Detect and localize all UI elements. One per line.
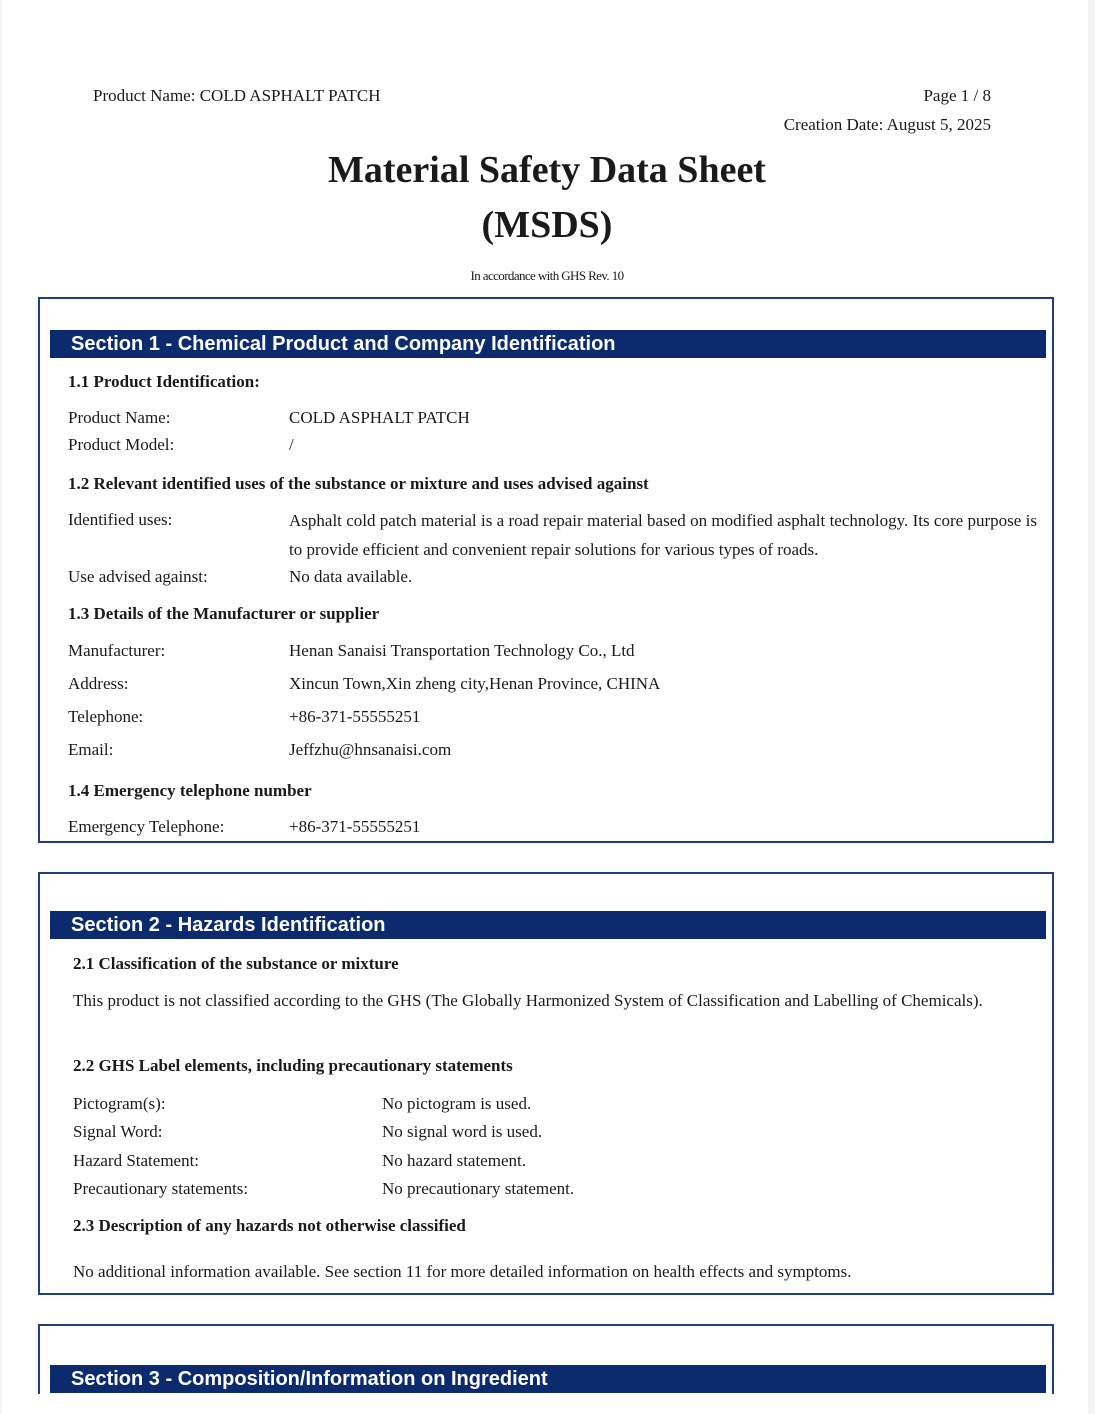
- page-number: Page 1 / 8: [923, 86, 991, 105]
- signal-word-label: Signal Word:: [73, 1122, 163, 1141]
- subsection-1-3-heading: 1.3 Details of the Manufacturer or supplier: [68, 604, 380, 623]
- classification-paragraph: This product is not classified according to the GHS (The Globally Harmonized System of Classification and Labelling of Chemicals).: [73, 991, 983, 1010]
- identified-uses-label: Identified uses:: [68, 510, 173, 529]
- email-label: Email:: [68, 740, 114, 759]
- subsection-1-4-heading: 1.4 Emergency telephone number: [68, 781, 312, 800]
- section-2-box: [38, 872, 1054, 1295]
- identified-uses-value: Asphalt cold patch material is a road repair material based on modified asphalt technology. Its core purpose is to provide efficient and convenient repair solutions for various types of roads.: [289, 511, 1037, 559]
- section-3-box: [38, 1324, 1054, 1394]
- product-name-value: COLD ASPHALT PATCH: [289, 408, 470, 427]
- creation-date: Creation Date: August 5, 2025: [783, 115, 991, 134]
- precautionary-statements-value: No precautionary statement.: [382, 1179, 575, 1198]
- product-model-value: /: [289, 435, 294, 454]
- other-hazards-paragraph: No additional information available. See section 11 for more detailed information on health effects and symptoms.: [73, 1262, 852, 1281]
- subsection-2-1-heading: 2.1 Classification of the substance or mixture: [73, 954, 399, 973]
- emergency-telephone-label: Emergency Telephone:: [68, 817, 225, 836]
- ghs-reference: In accordance with GHS Rev. 10: [470, 268, 624, 283]
- manufacturer-label: Manufacturer:: [68, 641, 166, 660]
- use-advised-against-label: Use advised against:: [68, 567, 208, 586]
- section-1-header: Section 1 - Chemical Product and Company Identification: [50, 330, 1046, 358]
- telephone-value: +86-371-55555251: [289, 707, 421, 726]
- hazard-statement-value: No hazard statement.: [382, 1151, 526, 1170]
- emergency-telephone-value: +86-371-55555251: [289, 817, 421, 836]
- manufacturer-value: Henan Sanaisi Transportation Technology Co., Ltd: [289, 641, 635, 660]
- email-value: Jeffzhu@hnsanaisi.com: [289, 740, 452, 759]
- product-model-label: Product Model:: [68, 435, 175, 454]
- subsection-1-1-heading: 1.1 Product Identification:: [68, 372, 260, 391]
- subsection-1-2-heading: 1.2 Relevant identified uses of the substance or mixture and uses advised against: [68, 474, 649, 493]
- document-title-abbrev: (MSDS): [481, 204, 613, 246]
- telephone-label: Telephone:: [68, 707, 144, 726]
- section-1-box: [38, 297, 1054, 843]
- pictogram-label: Pictogram(s):: [73, 1094, 166, 1113]
- address-value: Xincun Town,Xin zheng city,Henan Province, CHINA: [289, 674, 661, 693]
- subsection-2-3-heading: 2.3 Description of any hazards not otherwise classified: [73, 1216, 466, 1235]
- pictogram-value: No pictogram is used.: [382, 1094, 532, 1113]
- section-3-header: Section 3 - Composition/Information on Ingredient: [50, 1365, 1046, 1393]
- use-advised-against-value: No data available.: [289, 567, 413, 586]
- precautionary-statements-label: Precautionary statements:: [73, 1179, 249, 1198]
- hazard-statement-label: Hazard Statement:: [73, 1151, 200, 1170]
- document-title: Material Safety Data Sheet: [328, 149, 766, 191]
- document-page: [2, 0, 1088, 1414]
- signal-word-value: No signal word is used.: [382, 1122, 543, 1141]
- product-name-label: Product Name:: [68, 408, 171, 427]
- section-2-header: Section 2 - Hazards Identification: [50, 911, 1046, 939]
- address-label: Address:: [68, 674, 129, 693]
- header-product-name: Product Name: COLD ASPHALT PATCH: [93, 86, 381, 105]
- subsection-2-2-heading: 2.2 GHS Label elements, including precautionary statements: [73, 1056, 513, 1075]
